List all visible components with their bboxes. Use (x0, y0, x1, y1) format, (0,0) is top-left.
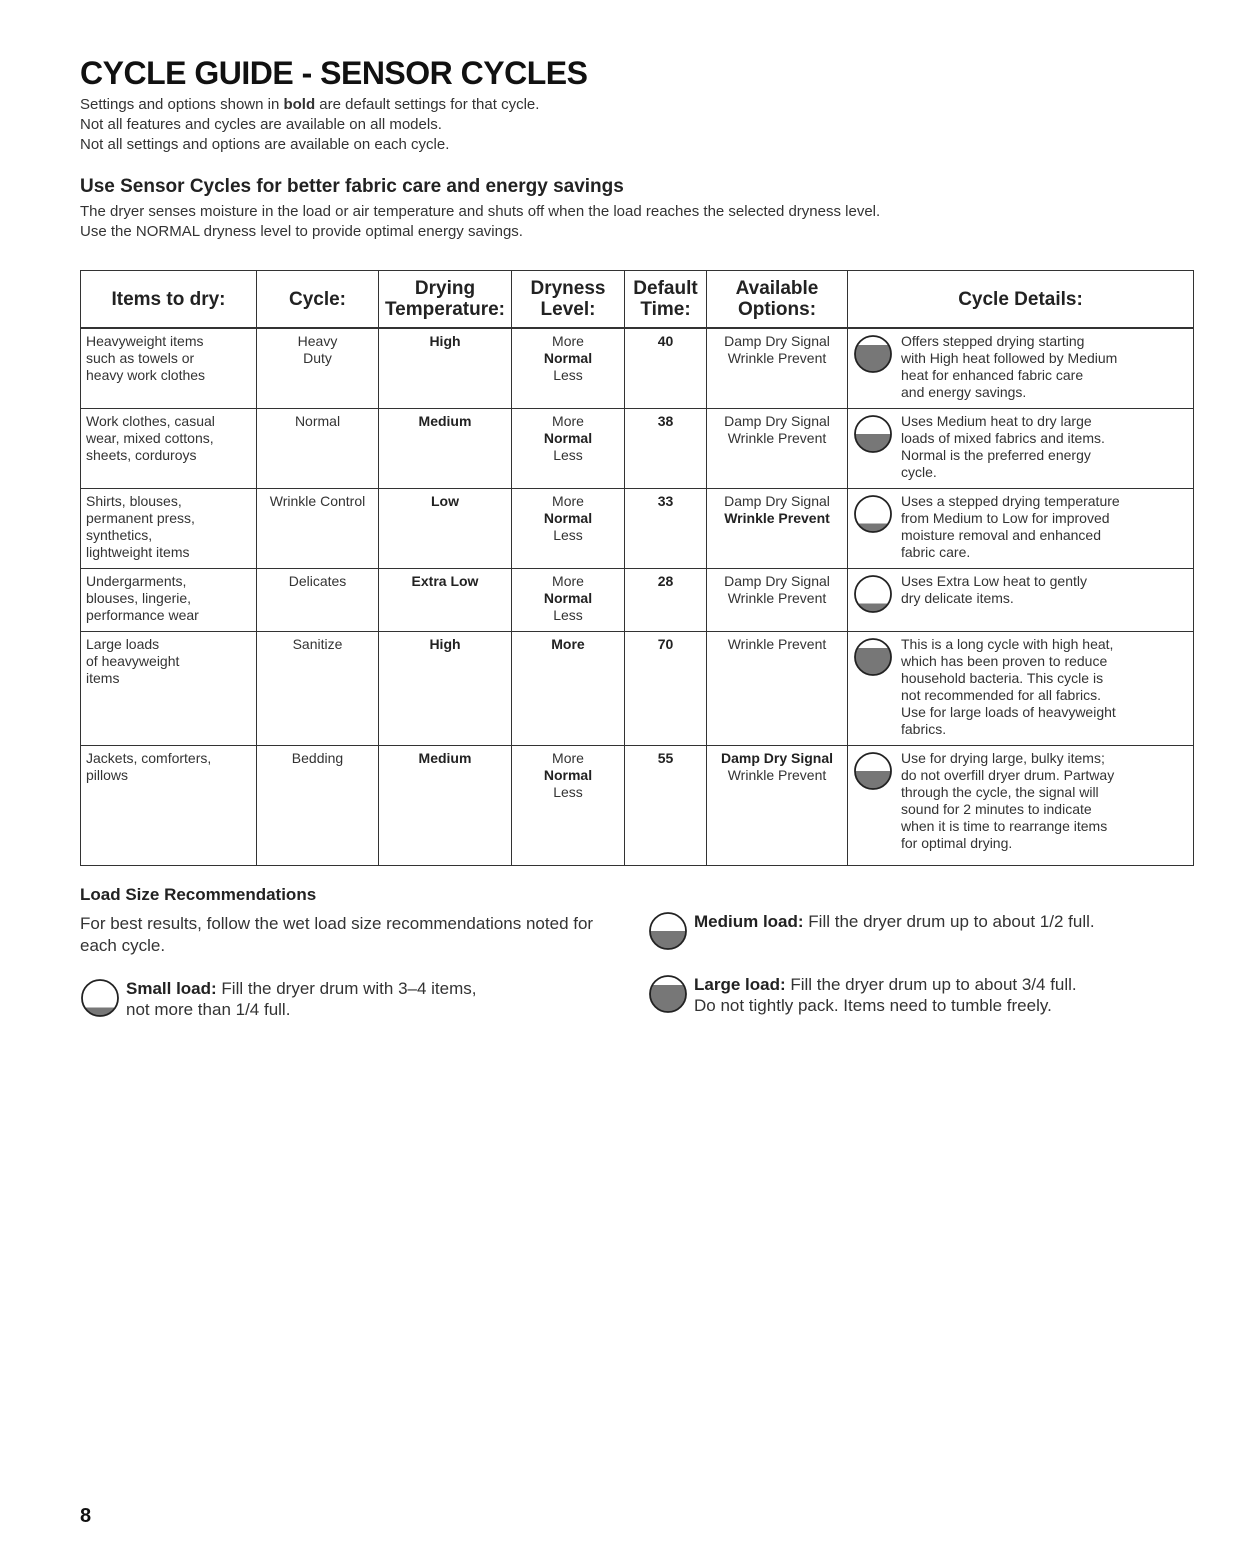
cell-dryness (512, 631, 625, 745)
intro-line-1-post: are default settings for that cycle. (315, 96, 540, 113)
cell-line: Less (553, 367, 583, 383)
cell-line: cycle. (901, 463, 937, 480)
cell-line: More (552, 492, 584, 509)
intro-line-3: Not all settings and options are available on each cycle. (80, 136, 450, 153)
cell-line: of heavyweight (86, 652, 180, 669)
cell-dryness (512, 488, 625, 568)
cell-line: do not overfill dryer drum. Partway (901, 766, 1115, 783)
cell-line: This is a long cycle with high heat, (901, 635, 1114, 652)
medium-load-text-1: Fill the dryer drum up to about 1/2 full. (803, 912, 1095, 931)
cell-temp: Low (379, 488, 512, 568)
cell-line: when it is time to rearrange items (901, 817, 1108, 834)
table-row (81, 745, 1194, 865)
cell-line: Wrinkle Prevent (727, 589, 827, 606)
cell-line: performance wear (86, 606, 199, 623)
large-load-icon (853, 637, 893, 677)
cell-dryness (512, 745, 625, 865)
cell-line: Wrinkle Prevent (727, 635, 827, 652)
large-load-icon (853, 334, 893, 374)
cell-line: Wrinkle Prevent (724, 509, 830, 526)
details-wrap (853, 413, 1188, 481)
large-load-item (648, 974, 1077, 1016)
cell-line: dry delicate items. (901, 589, 1014, 606)
cell-options (707, 408, 848, 488)
cell-line: moisture removal and enhanced (901, 526, 1102, 543)
cell-line: Normal is the preferred energy (901, 446, 1091, 463)
details-text (901, 636, 1188, 738)
sensor-text (80, 202, 880, 242)
cell-line: which has been proven to reduce (901, 652, 1108, 669)
small-load-line-1 (126, 978, 477, 999)
cell-line: synthetics, (86, 526, 153, 543)
cell-line: Jackets, comforters, (86, 749, 212, 766)
cell-line: household bacteria. This cycle is (901, 669, 1104, 686)
small-load-icon (80, 978, 120, 1018)
cycle-guide-table (80, 270, 1194, 866)
cell-line: Less (553, 606, 583, 623)
details-text (901, 573, 1188, 607)
details-text (901, 493, 1188, 561)
cell-items (81, 631, 257, 745)
cell-line: Use for large loads of heavyweight (901, 703, 1116, 720)
cell-line: Bedding (291, 749, 344, 766)
cell-line: More (552, 412, 584, 429)
cell-temp: High (379, 631, 512, 745)
load-size-heading: Load Size Recommendations (80, 885, 317, 904)
details-text (901, 333, 1188, 401)
header-temp: Drying Temperature: (379, 271, 512, 329)
cell-line: Damp Dry Signal (720, 749, 834, 766)
cell-dryness (512, 568, 625, 631)
cell-dryness (512, 328, 625, 408)
cell-line: permanent press, (86, 509, 195, 526)
cell-options (707, 328, 848, 408)
sensor-text-line-2: Use the NORMAL dryness level to provide optimal energy savings. (80, 223, 523, 240)
cell-details (848, 745, 1194, 865)
medium-load-label: Medium load: (694, 912, 804, 931)
intro-line-1 (80, 95, 539, 115)
small-load-line-2: not more than 1/4 full. (126, 1000, 291, 1019)
header-options: Available Options: (707, 271, 848, 329)
small-load-label: Small load: (126, 979, 217, 998)
cell-line: items (86, 669, 120, 686)
cell-options (707, 568, 848, 631)
cell-time: 70 (625, 631, 707, 745)
cell-line: More (552, 749, 584, 766)
medium-load-icon (853, 414, 893, 454)
cell-line: More (552, 572, 584, 589)
cell-line: Uses a stepped drying temperature (901, 492, 1120, 509)
cell-line: Normal (294, 412, 341, 429)
cell-line: Wrinkle Control (269, 492, 366, 509)
cell-line: Offers stepped drying starting (901, 333, 1085, 349)
details-wrap (853, 636, 1188, 738)
cell-cycle (257, 568, 379, 631)
cell-line: Heavyweight items (86, 333, 204, 349)
details-wrap (853, 493, 1188, 561)
table-row (81, 631, 1194, 745)
details-wrap (853, 750, 1188, 852)
sensor-heading: Use Sensor Cycles for better fabric care and energy savings (80, 176, 624, 197)
cell-temp: High (379, 328, 512, 408)
cell-line: Damp Dry Signal (724, 412, 830, 429)
cell-line: Wrinkle Prevent (727, 766, 827, 783)
cell-temp: Extra Low (379, 568, 512, 631)
cell-line: from Medium to Low for improved (901, 509, 1110, 526)
cell-line: Shirts, blouses, (86, 492, 182, 509)
cell-line: heavy work clothes (86, 367, 206, 383)
large-load-label: Large load: (694, 975, 786, 994)
cell-line: Normal (543, 509, 593, 526)
table-row (81, 488, 1194, 568)
cell-line: with High heat followed by Medium (901, 350, 1118, 366)
cell-line: Undergarments, (86, 572, 187, 589)
cell-line: Damp Dry Signal (724, 333, 830, 349)
table-body (81, 328, 1194, 865)
cell-time: 28 (625, 568, 707, 631)
large-load-text-1: Fill the dryer drum up to about 3/4 full. (785, 975, 1077, 994)
page-number: 8 (80, 1505, 92, 1527)
intro-line-1-pre: Settings and options shown in (80, 96, 284, 113)
cell-line: for optimal drying. (901, 834, 1013, 851)
cell-details (848, 631, 1194, 745)
cell-temp: Medium (379, 408, 512, 488)
header-cycle: Cycle: (257, 271, 379, 329)
cell-cycle (257, 408, 379, 488)
medium-load-line-1 (694, 911, 1095, 932)
cell-details (848, 488, 1194, 568)
small-load-icon (853, 494, 893, 534)
intro-line-2: Not all features and cycles are available on all models. (80, 116, 442, 133)
cell-line: Heavy (297, 333, 338, 349)
cell-items (81, 568, 257, 631)
cell-line: Normal (543, 766, 593, 783)
cell-line: Use for drying large, bulky items; (901, 749, 1105, 766)
cell-cycle (257, 328, 379, 408)
cell-cycle (257, 488, 379, 568)
cell-line: Damp Dry Signal (724, 572, 830, 589)
cell-line: Duty (303, 350, 332, 366)
cell-details (848, 328, 1194, 408)
cell-line: Normal (543, 350, 593, 366)
cell-line: not recommended for all fabrics. (901, 686, 1101, 703)
cell-line: Normal (543, 429, 593, 446)
table-row (81, 568, 1194, 631)
header-time: Default Time: (625, 271, 707, 329)
cell-time: 38 (625, 408, 707, 488)
cell-cycle (257, 745, 379, 865)
cell-line: Wrinkle Prevent (727, 429, 827, 446)
cell-line: Work clothes, casual (86, 412, 215, 429)
cell-line: blouses, lingerie, (86, 589, 192, 606)
cell-line: sound for 2 minutes to indicate (901, 800, 1092, 817)
cell-items (81, 745, 257, 865)
cell-time: 40 (625, 328, 707, 408)
header-items: Items to dry: (81, 271, 257, 329)
intro-bold-word: bold (283, 96, 316, 113)
details-text (901, 413, 1188, 481)
details-text (901, 750, 1188, 852)
cell-time: 33 (625, 488, 707, 568)
header-details: Cycle Details: (848, 271, 1194, 329)
cell-line: More (551, 635, 585, 652)
cell-items (81, 488, 257, 568)
small-load-item (80, 978, 477, 1020)
large-load-icon (648, 974, 688, 1014)
cell-dryness (512, 408, 625, 488)
cell-items (81, 408, 257, 488)
table-header-row (81, 271, 1194, 329)
cell-items (81, 328, 257, 408)
cell-time: 55 (625, 745, 707, 865)
header-dryness: Dryness Level: (512, 271, 625, 329)
cell-line: Uses Medium heat to dry large (901, 412, 1092, 429)
cell-line: wear, mixed cottons, (86, 429, 214, 446)
cell-line: Delicates (288, 572, 347, 589)
table-row (81, 408, 1194, 488)
cell-line: Less (553, 446, 583, 463)
medium-load-item (648, 911, 1095, 951)
large-load-line-2: Do not tightly pack. Items need to tumble freely. (694, 996, 1052, 1015)
cell-details (848, 568, 1194, 631)
cell-options (707, 488, 848, 568)
cell-line: Damp Dry Signal (724, 492, 830, 509)
cell-line: Wrinkle Prevent (727, 350, 827, 366)
cell-line: More (552, 333, 584, 349)
cell-line: fabrics. (901, 720, 947, 737)
cell-line: sheets, corduroys (86, 446, 197, 463)
details-wrap (853, 333, 1188, 401)
large-load-line-1 (694, 974, 1077, 995)
details-wrap (853, 573, 1188, 614)
medium-load-icon (648, 911, 688, 951)
cell-line: such as towels or (86, 350, 195, 366)
cell-line: Less (553, 526, 583, 543)
cell-line: Less (553, 783, 583, 800)
cell-line: through the cycle, the signal will (901, 783, 1099, 800)
page-title: CYCLE GUIDE - SENSOR CYCLES (80, 55, 588, 91)
cell-line: Sanitize (292, 635, 343, 652)
cell-line: Uses Extra Low heat to gently (901, 572, 1087, 589)
cell-line: Large loads (86, 635, 160, 652)
cell-line: lightweight items (86, 543, 190, 560)
cell-temp: Medium (379, 745, 512, 865)
cell-options (707, 745, 848, 865)
cell-line: loads of mixed fabrics and items. (901, 429, 1105, 446)
cell-line: Normal (543, 589, 593, 606)
cell-details (848, 408, 1194, 488)
cell-line: fabric care. (901, 543, 971, 560)
cell-cycle (257, 631, 379, 745)
sensor-text-line-1: The dryer senses moisture in the load or air temperature and shuts off when the load reaches the selected dryness level. (80, 203, 881, 220)
cell-line: pillows (86, 766, 129, 783)
intro-text (80, 95, 539, 155)
medium-load-icon (853, 751, 893, 791)
small-load-icon (853, 574, 893, 614)
cell-options (707, 631, 848, 745)
small-load-text-1: Fill the dryer drum with 3–4 items, (216, 979, 477, 998)
cell-line: and energy savings. (901, 384, 1027, 400)
load-size-intro: For best results, follow the wet load size recommendations noted for each cycle. (80, 914, 594, 955)
table-row (81, 328, 1194, 408)
cell-line: heat for enhanced fabric care (901, 367, 1084, 383)
